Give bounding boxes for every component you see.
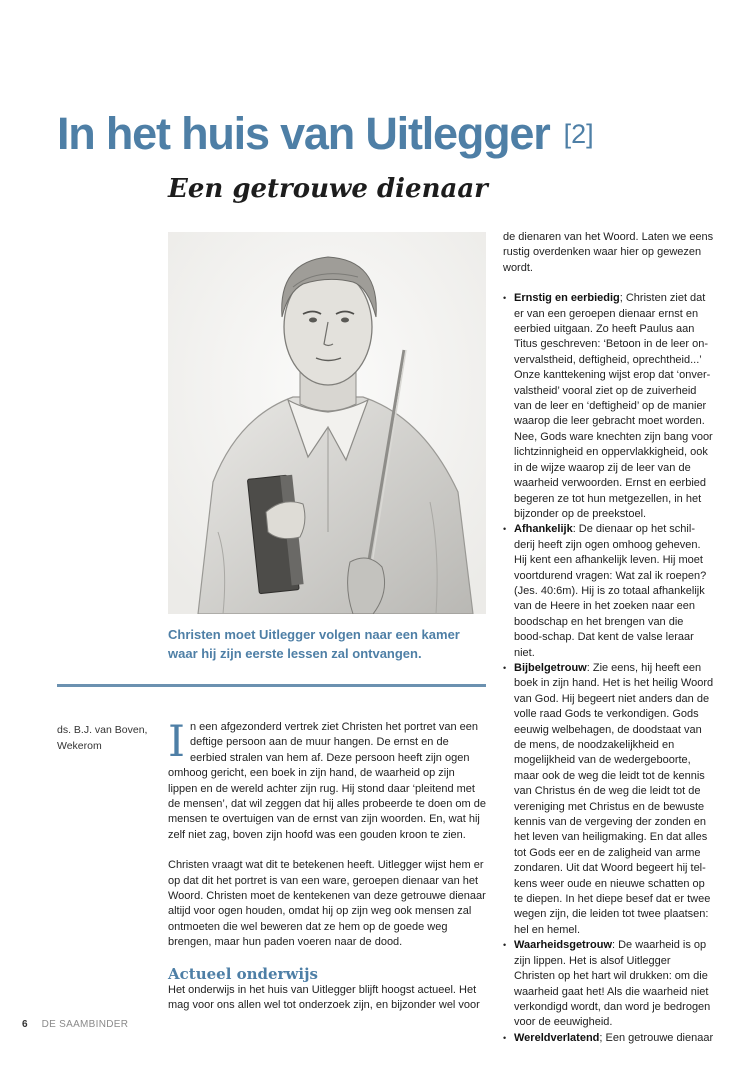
list-item-text: : De waarheid is op zijn lippen. Het is alsof Uitlegger Christen op het hart wil drukken: om die waarheid gaat het! Als die waarheid niet verkondigd wordt, dan word je bedrogen voor de eeuwigheid. <box>514 939 711 1029</box>
page-footer <box>22 1019 128 1030</box>
right-intro-paragraph: de dienaren van het Woord. Laten we eens rustig overdenken waar hier op gewezen wordt. <box>503 231 714 274</box>
list-item-term: Waarheidsgetrouw <box>514 939 612 952</box>
intro-paragraph <box>168 717 486 843</box>
list-item <box>503 1031 714 1046</box>
list-item-term: Ernstig en eerbiedig <box>514 292 620 305</box>
list-item <box>503 291 714 522</box>
section-divider <box>57 684 486 687</box>
marks-list <box>503 291 714 1046</box>
list-item <box>503 522 714 661</box>
list-item-text: ; Een getrouwe dienaar <box>599 1031 714 1044</box>
article-title-text: In het huis van Uitlegger <box>57 108 550 159</box>
article-part-number: [2] <box>563 119 594 149</box>
magazine-name: DE SAAMBINDER <box>41 1019 129 1030</box>
page-number: 6 <box>22 1019 28 1030</box>
drop-cap: I <box>168 717 185 767</box>
portrait-illustration <box>168 232 486 614</box>
article-column-main <box>168 717 486 1029</box>
intro-text: n een afgezonderd vertrek ziet Christen het portret van een deftige persoon aan de muur hangen. De ernst en de eerbied stralen van hem af. Deze persoon heeft zijn ogen omhoog gericht, een boek in zijn hand, de waarheid op zijn lippen en de wereld achter zijn rug. Hij stond daar ‘pleitend met de mensen’, dat wil zeggen dat hij alles probeerde te doen om de mensen te overtuigen van de ernst van zijn woorden. En, wat hij zelf niet zag, boven zijn hoofd was een gouden kroon te zien. <box>168 721 486 841</box>
list-item <box>503 661 714 938</box>
figure-caption: Christen moet Uitlegger volgen naar een kamer waar hij zijn eerste lessen zal ontvangen. <box>168 627 460 661</box>
list-item-text: ; Christen ziet dat er van een geroepen dienaar ernst en eerbied uitgaan. Zo heeft Paulus aan Titus geschreven: ‘Betoon in de leer on-vervalstheid, deftigheid, oprechtheid...’ Onze kanttekening wijst erop dat ‘onver-valstheid’ vooral ziet op de zuiverheid van de leer en ‘deftigheid’ op de manier waarop die leer gebracht moet worden. Nee, Gods ware knechten zijn bang voor lichtzinnigheid en oppervlakkigheid, ook in de wijze waarop zij de leer van de waarheid verwoorden. Ernst en eerbied begeren ze tot hun metgezellen, in het bijzonder op de preekstoel. <box>514 292 713 520</box>
author-place: Wekerom <box>57 740 102 752</box>
article-column-right <box>503 230 714 1046</box>
list-item-term: Wereldverlatend <box>514 1031 600 1044</box>
section-heading: Actueel onderwijs <box>168 964 318 983</box>
list-item <box>503 938 714 1030</box>
list-item-term: Bijbelgetrouw <box>514 661 587 674</box>
list-item-text: : De dienaar op het schil-derij heeft zijn ogen omhoog geheven. Hij kent een afhankelijk leven. Hij moet voortdurend vragen: Wat zal ik roepen? (Jes. 40:6m). Hij is zo totaal afhankelijk van de Heere in het zoeken naar een boodschap en het brengen van die bood-schap. Dat kent de valse leraar niet. <box>514 523 707 659</box>
portrait-drawing <box>168 232 486 614</box>
author-byline <box>57 722 157 754</box>
list-item-term: Afhankelijk <box>514 523 573 536</box>
list-item-text: : Zie eens, hij heeft een boek in zijn hand. Het is het heilig Woord van God. Hij begeert niet anders dan de volle raad Gods te verkondigen. Gods eeuwig welbehagen, de doodstaat van de mens, de noodzakelijkheid en mogelijkheid van de wedergeboorte, maar ook de weg die leidt tot de kennis van Christus én de weg die leidt tot de vereniging met Christus en de bewuste kennis van de vergeving der zonden en het leven van heiligmaking. En dat alles tot Gods eer en de zaligheid van arme zondaren. Uit dat Woord begeert hij tel-kens weer oude en nieuwe schatten op te diepen. In het diepe besef dat er twee wegen zijn, die leiden tot twee plaatsen: hel en hemel. <box>514 661 714 936</box>
paragraph-3: Het onderwijs in het huis van Uitlegger blijft hoogst actueel. Het mag voor ons allen wel tot onderzoek zijn, en bijzonder wel voor <box>168 983 480 1012</box>
paragraph-2: Christen vraagt wat dit te betekenen heeft. Uitlegger wijst hem er op dat dit het portret is van een ware, geroepen dienaar van het Woord. Christen moet de kentekenen van deze getrouwe dienaar altijd voor ogen houden, omdat hij op zijn weg ook mensen zal ontmoeten die wel beweren dat ze hem op de goede weg brengen, maar hun paden voeren naar de dood. <box>168 859 486 949</box>
article-title <box>57 108 594 160</box>
article-subtitle: Een getrouwe dienaar <box>168 174 488 204</box>
author-name: ds. B.J. van Boven, <box>57 724 148 736</box>
